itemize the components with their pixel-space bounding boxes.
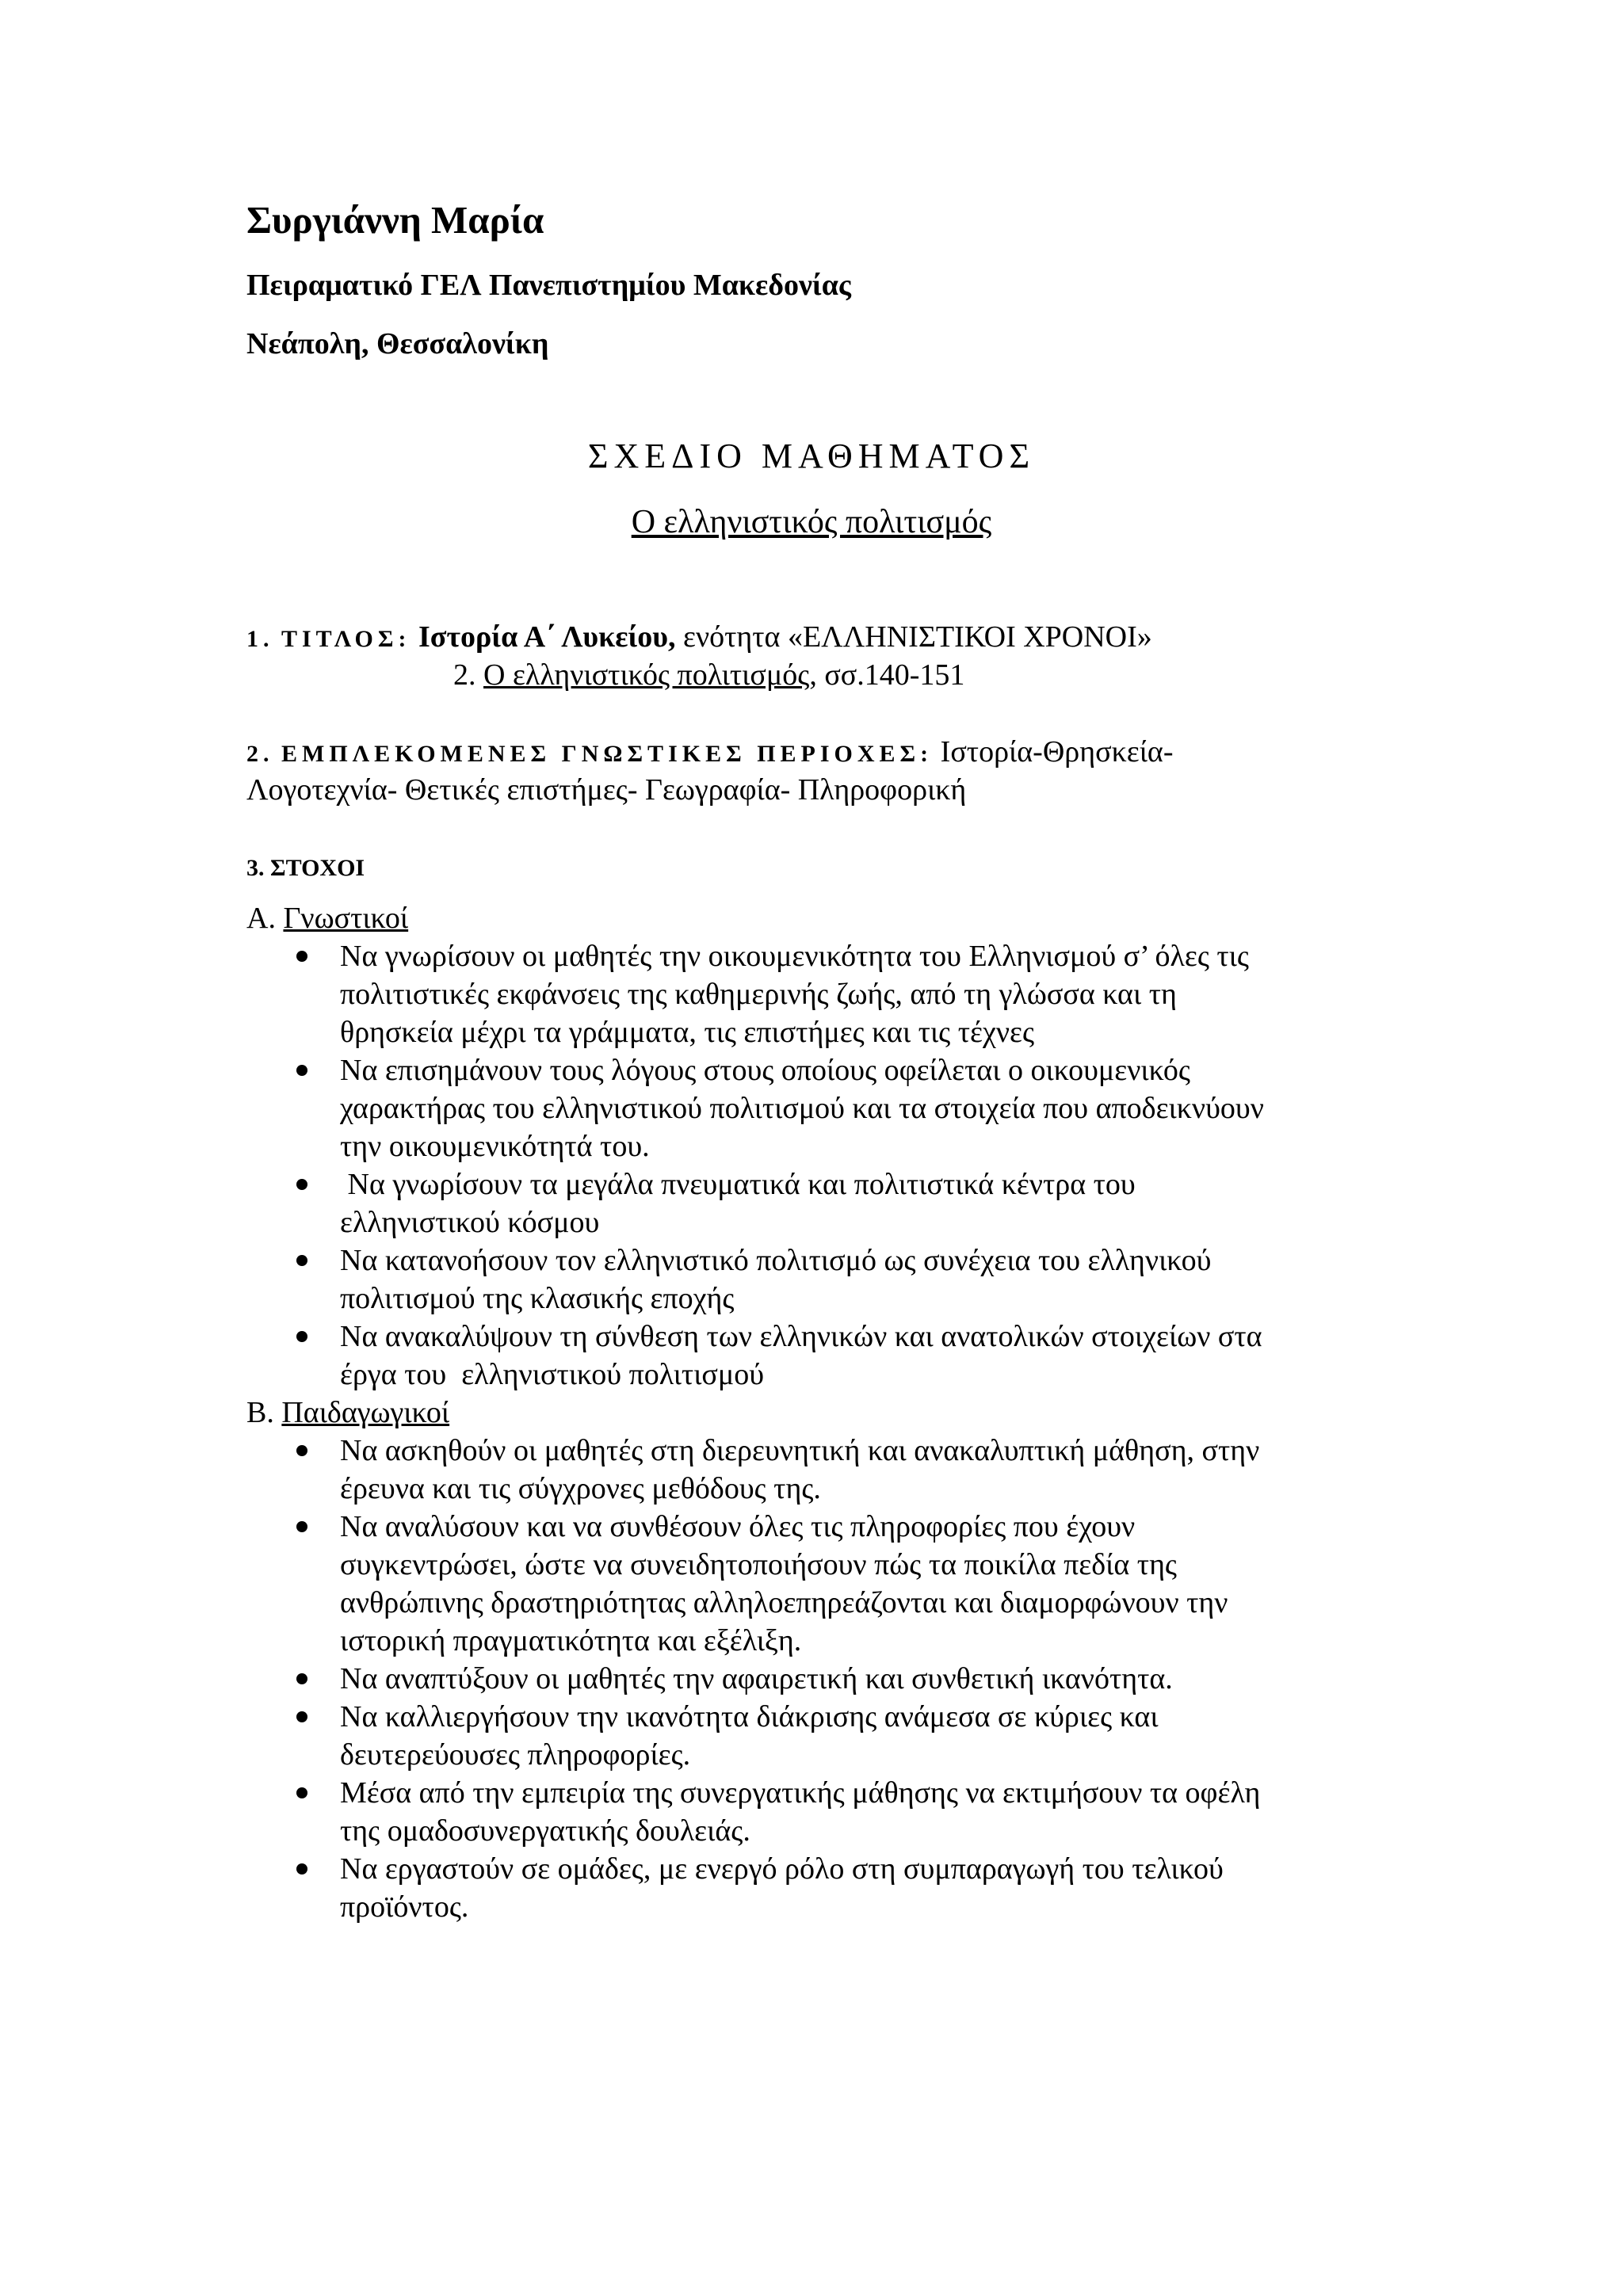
pedagogical-goal-line: Να αναπτύξουν οι μαθητές την αφαιρετική και συνθετική ικανότητα. <box>340 1662 1173 1695</box>
bullet-icon <box>296 1065 307 1076</box>
cognitive-goal-item <box>246 1318 1338 1394</box>
section1-line1 <box>246 618 1152 658</box>
pedagogical-goal-line: συγκεντρώσει, ώστε να συνειδητοποιήσουν πώς τα ποικίλα πεδία της <box>340 1548 1177 1581</box>
pedagogical-label: Παιδαγωγικοί <box>281 1396 450 1429</box>
section2-areas-start: Ιστορία-Θρησκεία- <box>933 735 1174 769</box>
pedagogical-goal-line: έρευνα και τις σύγχρονες μεθόδους της. <box>340 1472 821 1505</box>
bullet-icon <box>296 1787 307 1798</box>
bullet-icon <box>296 1179 307 1190</box>
bullet-icon <box>296 1445 307 1456</box>
section2-line1 <box>246 733 1174 773</box>
section3-heading: 3. ΣΤΟΧΟΙ <box>246 855 365 881</box>
pedagogical-goal-line: ανθρώπινης δραστηριότητας αλληλοεπηρεάζονται και διαμορφώνουν την <box>340 1586 1228 1619</box>
cognitive-goal-line: χαρακτήρας του ελληνιστικού πολιτισμού και τα στοιχεία που αποδεικνύουν <box>340 1092 1264 1125</box>
pedagogical-goals-heading <box>246 1394 1514 1432</box>
bullet-icon <box>296 1331 307 1342</box>
bullet-icon <box>296 1521 307 1532</box>
section1-unit: ενότητα «ΕΛΛΗΝΙΣΤΙΚΟΙ ΧΡΟΝΟΙ» <box>675 620 1152 654</box>
bullet-icon <box>296 951 307 962</box>
bullet-icon <box>296 1255 307 1266</box>
pedagogical-prefix: Β. <box>246 1396 282 1429</box>
pedagogical-goal-item <box>246 1698 1338 1774</box>
cognitive-goal-line: πολιτισμού της κλασικής εποχής <box>340 1282 735 1315</box>
author-name: Συργιάννη Μαρία <box>246 198 544 242</box>
cognitive-prefix: Α. <box>246 902 284 935</box>
goals-block <box>246 899 1514 1926</box>
pedagogical-goal-line: Να εργαστούν σε ομάδες, με ενεργό ρόλο στη συμπαραγωγή του τελικού <box>340 1852 1224 1886</box>
cognitive-goal-line: Να γνωρίσουν τα μεγάλα πνευματικά και πολιτιστικά κέντρα του <box>340 1168 1136 1201</box>
section1-course: Ιστορία Α΄ Λυκείου, <box>418 620 676 654</box>
pedagogical-goal-line: ιστορική πραγματικότητα και εξέλιξη. <box>340 1624 802 1657</box>
cognitive-goal-line: Να επισημάνουν τους λόγους στους οποίους οφείλεται ο οικουμενικός <box>340 1054 1190 1087</box>
pedagogical-goal-item <box>246 1660 1338 1698</box>
bullet-icon <box>296 1863 307 1875</box>
cognitive-goal-line: Να ανακαλύψουν τη σύνθεση των ελληνικών και ανατολικών στοιχείων στα <box>340 1320 1262 1353</box>
cognitive-goals-heading <box>246 899 1514 937</box>
cognitive-goal-item <box>246 937 1338 1051</box>
author-location: Νεάπολη, Θεσσαλονίκη <box>246 327 549 360</box>
pedagogical-goal-line: δευτερεύουσες πληροφορίες. <box>340 1738 691 1772</box>
pedagogical-goal-line: Να αναλύσουν και να συνθέσουν όλες τις πληροφορίες που έχουν <box>340 1510 1136 1543</box>
cognitive-goal-line: ελληνιστικού κόσμου <box>340 1206 600 1239</box>
bullet-icon <box>296 1673 307 1684</box>
author-school: Πειραματικό ΓΕΛ Πανεπιστημίου Μακεδονίας <box>246 269 851 302</box>
cognitive-goal-item <box>246 1051 1338 1165</box>
bullet-icon <box>296 1711 307 1722</box>
section2-label: ΕΜΠΛΕΚΟΜΕΝΕΣ ΓΝΩΣΤΙΚΕΣ ΠΕΡΙΟΧΕΣ: <box>281 741 934 767</box>
pedagogical-goal-item <box>246 1508 1338 1660</box>
cognitive-goal-line: την οικουμενικότητά του. <box>340 1130 650 1163</box>
section2-line2: Λογοτεχνία- Θετικές επιστήμες- Γεωγραφία- Πληροφορική <box>246 773 967 807</box>
section2-number: 2. <box>246 741 274 767</box>
pedagogical-goal-line: Να καλλιεργήσουν την ικανότητα διάκρισης ανάμεσα σε κύριες και <box>340 1700 1159 1733</box>
pedagogical-goal-line: Μέσα από την εμπειρία της συνεργατικής μάθησης να εκτιμήσουν τα οφέλη <box>340 1776 1261 1810</box>
plan-title: ΣΧΕΔΙΟ ΜΑΘΗΜΑΤΟΣ <box>587 437 1036 475</box>
section1-number: 1. <box>246 626 274 652</box>
pedagogical-goals-list <box>246 1432 1514 1926</box>
cognitive-goal-item <box>246 1165 1338 1241</box>
cognitive-goal-line: Να γνωρίσουν οι μαθητές την οικουμενικότητα του Ελληνισμού σ’ όλες τις <box>340 940 1249 973</box>
pedagogical-goal-line: της ομαδοσυνεργατικής δουλειάς. <box>340 1814 750 1848</box>
section1-line2 <box>453 656 964 694</box>
pedagogical-goal-item <box>246 1774 1338 1850</box>
pedagogical-goal-item <box>246 1432 1338 1508</box>
section1-topic: Ο ελληνιστικός πολιτισμός <box>483 658 810 692</box>
cognitive-goals-list <box>246 937 1514 1394</box>
cognitive-goal-line: έργα του ελληνιστικού πολιτισμού <box>340 1358 765 1391</box>
cognitive-goal-line: θρησκεία μέχρι τα γράμματα, τις επιστήμες και τις τέχνες <box>340 1016 1035 1049</box>
plan-subtitle: Ο ελληνιστικός πολιτισμός <box>631 504 992 540</box>
section1-label: ΤΙΤΛΟΣ: <box>281 626 411 652</box>
section1-line2-number: 2. <box>453 658 483 692</box>
cognitive-goal-line: πολιτιστικές εκφάνσεις της καθημερινής ζωής, από τη γλώσσα και τη <box>340 978 1177 1011</box>
pedagogical-goal-item <box>246 1850 1338 1926</box>
cognitive-goal-line: Να κατανοήσουν τον ελληνιστικό πολιτισμό ως συνέχεια του ελληνικού <box>340 1244 1212 1277</box>
section1-pages: , σσ.140-151 <box>809 658 965 692</box>
pedagogical-goal-line: Να ασκηθούν οι μαθητές στη διερευνητική και ανακαλυπτική μάθηση, στην <box>340 1434 1260 1467</box>
pedagogical-goal-line: προϊόντος. <box>340 1890 469 1924</box>
cognitive-label: Γνωστικοί <box>283 902 409 935</box>
cognitive-goal-item <box>246 1241 1338 1318</box>
